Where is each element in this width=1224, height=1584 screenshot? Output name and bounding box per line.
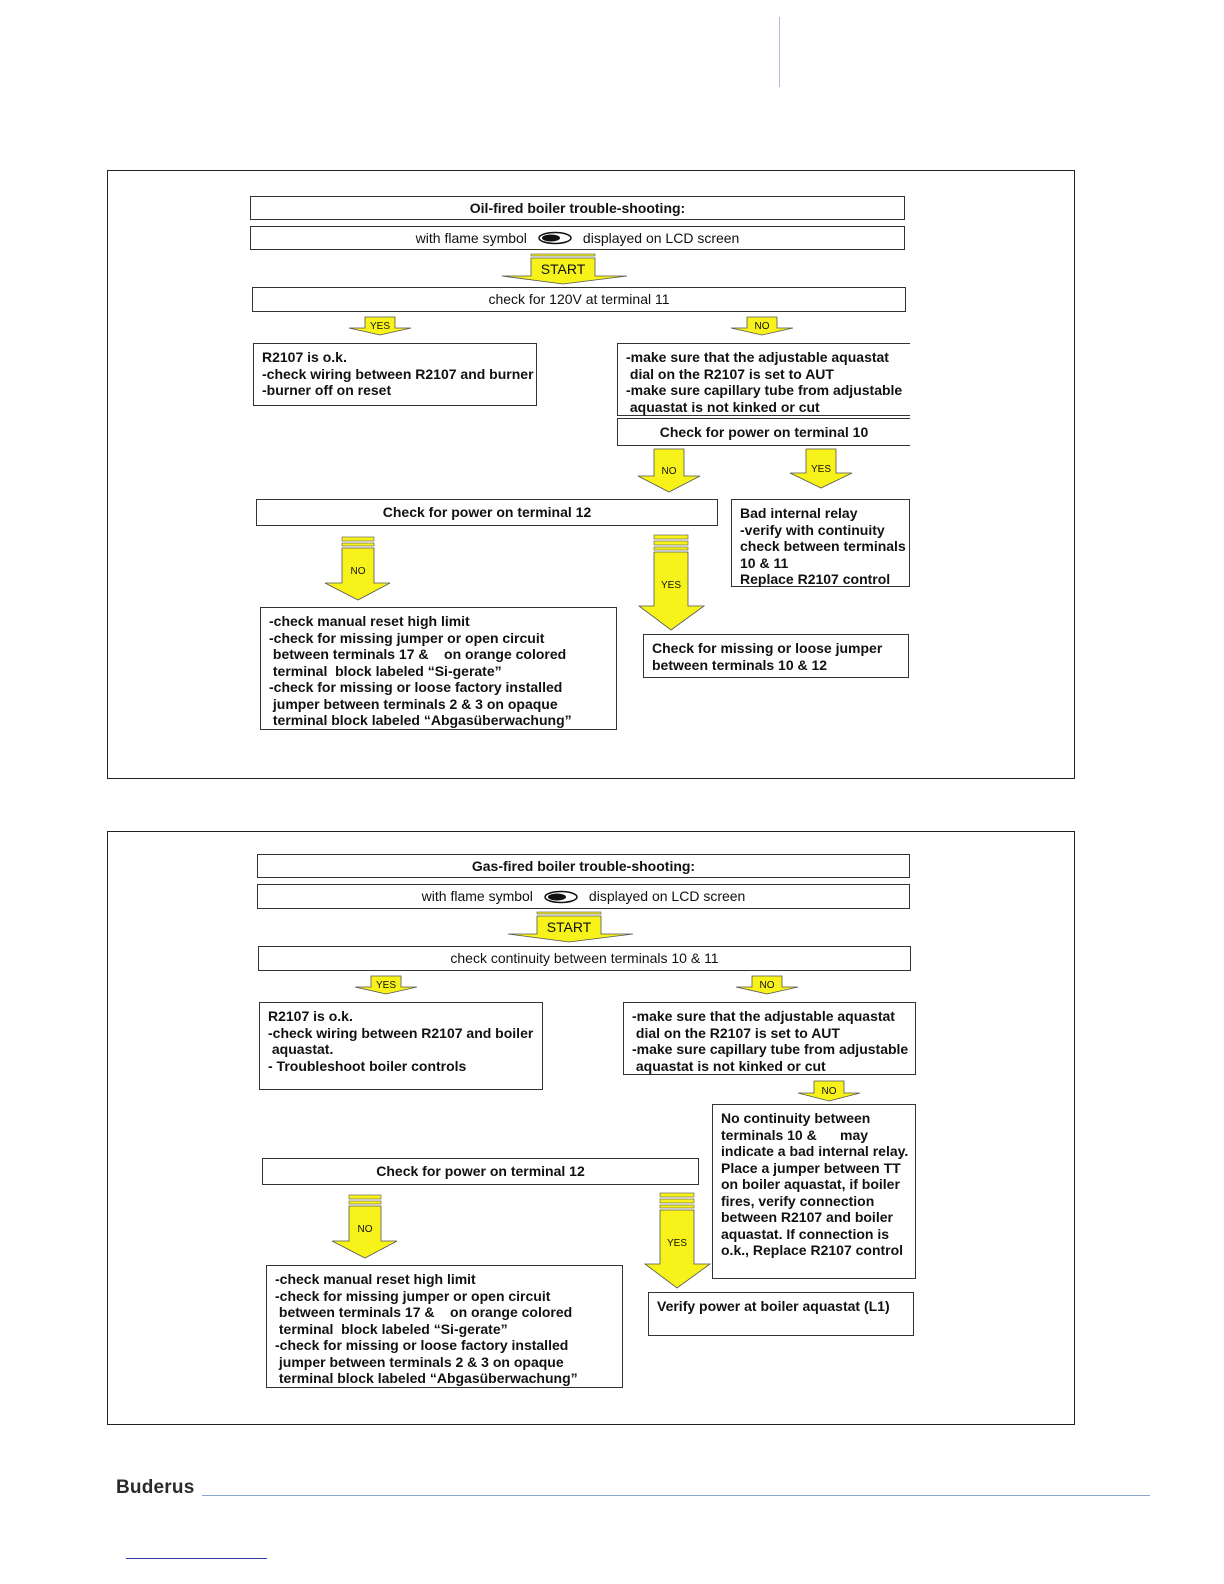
oil-yes3-arrow — [637, 534, 707, 632]
oil-jumper-check: Check for missing or loose jumper between terminals 10 & 12 — [643, 634, 909, 678]
oil-reset-checks: -check manual reset high limit -check for missing jumper or open circuit between terminals 17 & on orange colored terminal block labeled “Si-gerate” -check for missing or loose factory installed jumper between terminals 2 & 3 on opaque terminal block labeled “Abgasüberwachung” — [260, 607, 617, 730]
gas-check-continuity: check continuity between terminals 10 & 11 — [258, 946, 911, 971]
oil-check-120v: check for 120V at terminal 11 — [252, 287, 906, 312]
oil-yes2-arrow — [786, 448, 856, 490]
gas-flame-after: displayed on LCD screen — [588, 888, 746, 905]
gas-no3-arrow — [329, 1194, 399, 1260]
gas-aquastat-check: -make sure that the adjustable aquastat dial on the R2107 is set to AUT -make sure capillary tube from adjustable aquastat is not kinked or cut — [623, 1002, 916, 1075]
oil-check-terminal-12: Check for power on terminal 12 — [256, 499, 718, 526]
gas-no-continuity: No continuity between terminals 10 & may indicate a bad internal relay. Place a jumper between TT on boiler aquastat, if boiler fires, verify connection between R2107 and boiler aquastat. If connection is o.k., Replace R2107 control — [712, 1104, 916, 1279]
oil-yes1-arrow — [345, 316, 415, 336]
oil-no1-arrow — [727, 316, 797, 336]
gas-title: Gas-fired boiler trouble-shooting: — [257, 854, 910, 878]
footer-rule — [202, 1495, 1150, 1496]
gas-no3-label: NO — [357, 1224, 373, 1235]
gas-no1-label: NO — [759, 980, 775, 991]
oil-yes1-label: YES — [369, 321, 391, 332]
gas-yes1-arrow — [351, 975, 421, 995]
gas-flame-before: with flame symbol — [421, 888, 533, 905]
oil-title: Oil-fired boiler trouble-shooting: — [250, 196, 905, 220]
header-divider — [779, 17, 780, 87]
footer-link-underline — [126, 1558, 267, 1559]
oil-start-arrow — [500, 252, 630, 285]
buderus-logo: Buderus — [116, 1477, 195, 1498]
flame-icon — [537, 231, 573, 245]
oil-start-label: START — [540, 261, 586, 277]
oil-no3-label: NO — [350, 566, 366, 577]
oil-r2107-ok: R2107 is o.k. -check wiring between R2107 and burner -burner off on reset — [253, 343, 537, 406]
gas-reset-checks: -check manual reset high limit -check for missing jumper or open circuit between terminals 17 & on orange colored terminal block labeled “Si-gerate” -check for missing or loose factory installed jumper between terminals 2 & 3 on opaque terminal block labeled “Abgasüberwachung” — [266, 1265, 623, 1388]
oil-no3-arrow — [322, 536, 392, 602]
gas-start-label: START — [546, 919, 592, 935]
oil-check-terminal-10: Check for power on terminal 10 — [617, 418, 910, 446]
oil-yes2-label: YES — [810, 464, 832, 475]
gas-no2-label: NO — [821, 1086, 837, 1097]
gas-flame-row — [257, 884, 910, 909]
oil-no2-arrow — [634, 448, 704, 494]
oil-flame-after: displayed on LCD screen — [582, 229, 740, 246]
oil-aquastat-check: -make sure that the adjustable aquastat dial on the R2107 is set to AUT -make sure capillary tube from adjustable aquastat is not kinked or cut — [617, 343, 910, 416]
oil-no2-label: NO — [661, 466, 677, 477]
gas-r2107-ok: R2107 is o.k. -check wiring between R2107 and boiler aquastat. - Troubleshoot boiler controls — [259, 1002, 543, 1090]
gas-verify-power: Verify power at boiler aquastat (L1) — [648, 1292, 914, 1336]
gas-yes3-arrow — [643, 1192, 713, 1290]
gas-no1-arrow — [732, 975, 802, 995]
oil-yes3-label: YES — [660, 580, 682, 591]
oil-bad-relay: Bad internal relay -verify with continuity check between terminals 10 & 11 Replace R2107 control — [731, 499, 910, 587]
oil-no1-label: NO — [754, 321, 770, 332]
oil-flame-row — [250, 226, 905, 250]
gas-yes1-label: YES — [375, 980, 397, 991]
gas-no2-arrow — [794, 1080, 864, 1102]
gas-yes3-label: YES — [666, 1238, 688, 1249]
gas-check-terminal-12: Check for power on terminal 12 — [262, 1158, 699, 1185]
flame-icon — [543, 890, 579, 904]
oil-flame-before: with flame symbol — [415, 229, 527, 246]
gas-start-arrow — [506, 910, 636, 943]
